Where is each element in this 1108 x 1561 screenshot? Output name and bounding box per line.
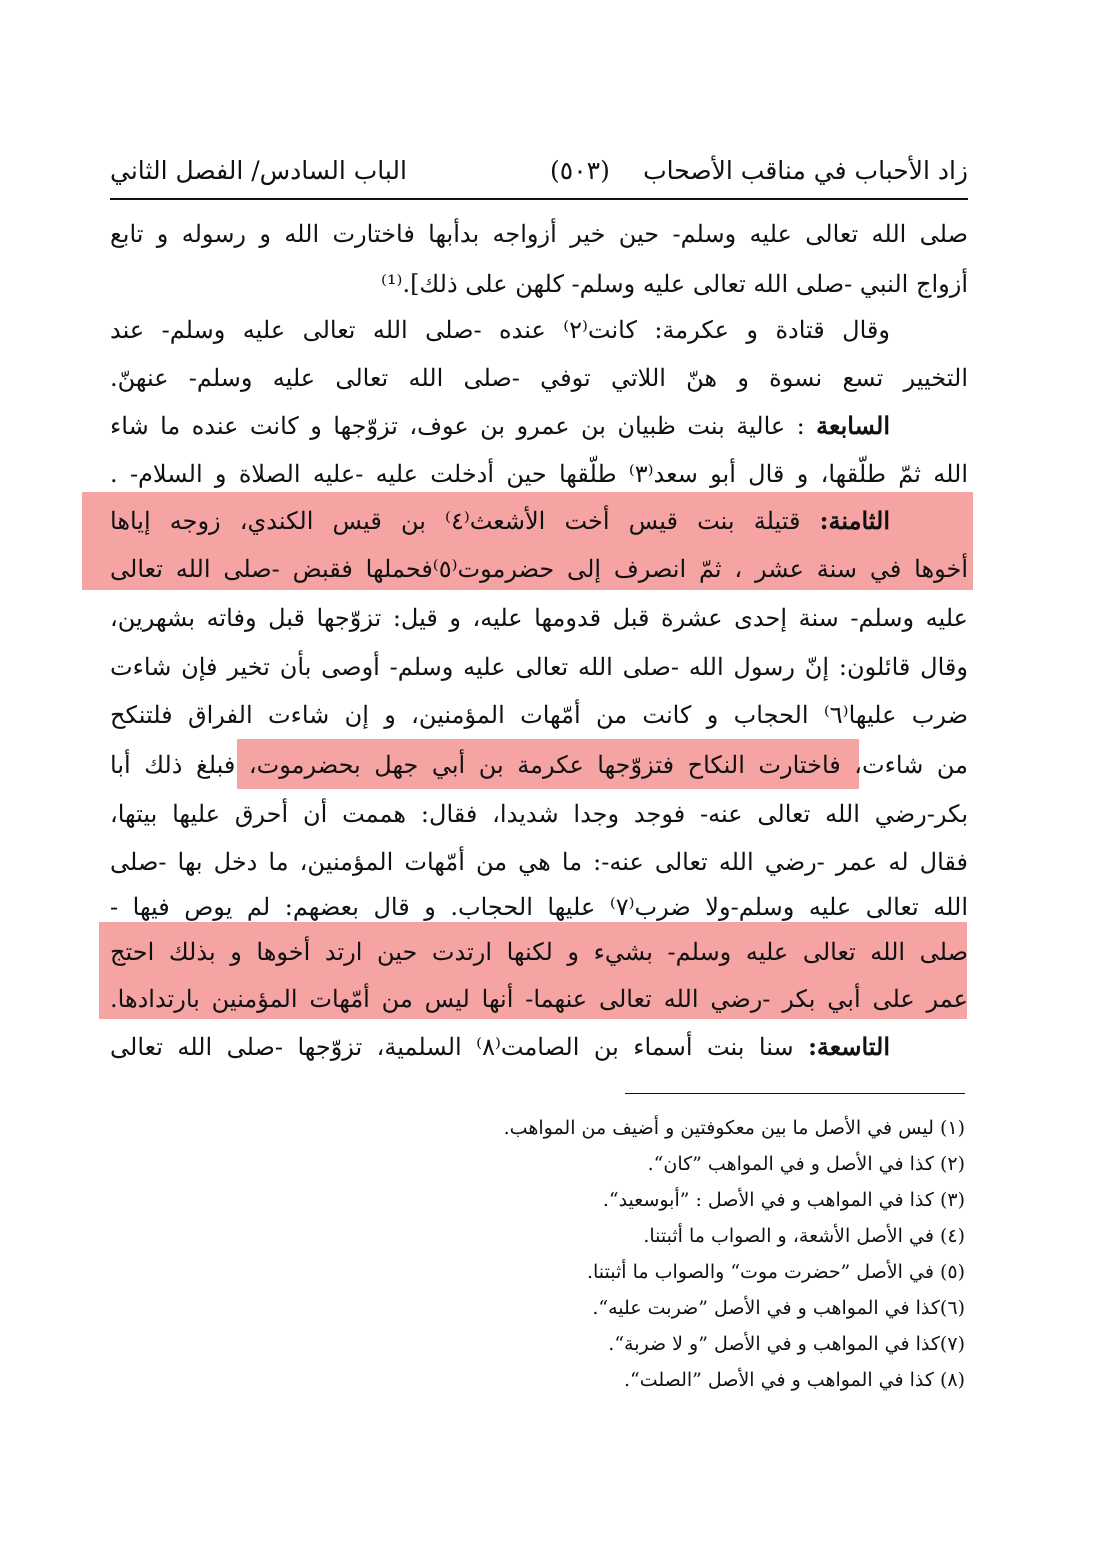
- body-line: وقال قتادة و عكرمة: كانت⁽٢⁾ عنده -صلى الله تعالى عليه وسلم- عند: [110, 316, 890, 344]
- page-number: (٥٠٣): [550, 156, 610, 185]
- body-line: الله تعالى عليه وسلم-ولا ضرب⁽٧⁾ عليها الحجاب. و قال بعضهم: لم يوص فيها -: [110, 893, 968, 921]
- label-separator: :: [785, 412, 817, 440]
- body-line-eighth: [110, 497, 968, 545]
- body-line-seventh: [110, 402, 968, 450]
- footnote: (٧)كذا في المواهب و في الأصل ”و لا ضربة“.: [608, 1333, 965, 1355]
- label-ninth: التاسعة:: [808, 1032, 891, 1061]
- body-line: وقال قائلون: إنّ رسول الله -صلى الله تعالى عليه وسلم- أوصى بأن تخير فإن شاءت: [110, 653, 968, 681]
- body-line: أخوها في سنة عشر ، ثمّ انصرف إلى حضرموت⁽٥⁾فحملها فقبض -صلى الله تعالى: [110, 555, 968, 583]
- footnote-separator: [625, 1093, 965, 1094]
- body-line-ninth: [110, 1023, 968, 1071]
- body-line: ضرب عليها⁽٦⁾ الحجاب و كانت من أمّهات المؤمنين، و إن شاءت الفراق فلتنكح: [110, 701, 968, 729]
- footnote: (٨) كذا في المواهب و في الأصل ”الصلت“.: [623, 1369, 965, 1391]
- body-line: عمر على أبي بكر -رضي الله تعالى عنهما- أنها ليس من أمّهات المؤمنين بارتدادها.: [110, 985, 968, 1013]
- label-eighth: الثامنة:: [819, 506, 890, 535]
- footnote: (٦)كذا في المواهب و في الأصل ”ضربت عليه“.: [592, 1297, 965, 1319]
- body-line-text: عالية بنت ظبيان بن عمرو بن عوف، تزوّجها و كانت عنده ما شاء: [110, 412, 786, 440]
- body-line: عليه وسلم- سنة إحدى عشرة قبل قدومها عليه، و قيل: تزوّجها قبل وفاته بشهرين،: [110, 604, 968, 632]
- footnote: (٤) في الأصل الأشعة، و الصواب ما أثبتنا.: [643, 1225, 965, 1247]
- body-line: أزواج النبي -صلى الله تعالى عليه وسلم- كلهن على ذلك].⁽¹⁾: [381, 270, 968, 298]
- body-line: بكر-رضي الله تعالى عنه- فوجد وجدا شديدا، فقال: هممت أن أحرق عليها بيتها،: [110, 800, 968, 828]
- body-line-text: قتيلة بنت قيس أخت الأشعث⁽٤⁾ بن قيس الكندي، زوجه إياها: [110, 507, 801, 535]
- footnote: (٥) في الأصل ”حضرت موت“ والصواب ما أثبتنا.: [586, 1261, 965, 1283]
- footnote: (٢) كذا في الأصل و في المواهب ”كان“.: [647, 1153, 965, 1175]
- chapter-title: الباب السادس/ الفصل الثاني: [110, 156, 407, 185]
- label-seventh: السابعة: [816, 411, 890, 440]
- body-line: من شاءت، فاختارت النكاح فتزوّجها عكرمة بن أبي جهل بحضرموت، فبلغ ذلك أبا: [110, 751, 968, 779]
- running-header: [110, 152, 968, 200]
- body-line: صلى الله تعالى عليه وسلم- بشيء و لكنها ارتدت حين ارتد أخوها و بذلك احتج: [110, 938, 968, 966]
- body-line-text: سنا بنت أسماء بن الصامت⁽٨⁾ السلمية، تزوّجها -صلى الله تعالى: [110, 1033, 794, 1061]
- body-line: فقال له عمر -رضي الله تعالى عنه-: ما هي من أمّهات المؤمنين، ما دخل بها -صلى: [110, 848, 968, 876]
- footnote: (١) ليس في الأصل ما بين معكوفتين و أضيف من المواهب.: [503, 1117, 965, 1139]
- body-line: صلى الله تعالى عليه وسلم- حين خير أزواجه بدأبها فاختارت الله و رسوله و تابع: [110, 220, 968, 248]
- book-title: زاد الأحباب في مناقب الأصحاب: [643, 156, 968, 185]
- body-line: التخيير تسع نسوة و هنّ اللاتي توفي -صلى الله تعالى عليه وسلم- عنهنّ.: [110, 364, 968, 392]
- body-line: الله ثمّ طلّقها، و قال أبو سعد⁽٣⁾ طلّقها حين أدخلت عليه -عليه الصلاة و السلام- .: [110, 460, 968, 488]
- footnote: (٣) كذا في المواهب و في الأصل : ”أبوسعيد“.: [602, 1189, 965, 1211]
